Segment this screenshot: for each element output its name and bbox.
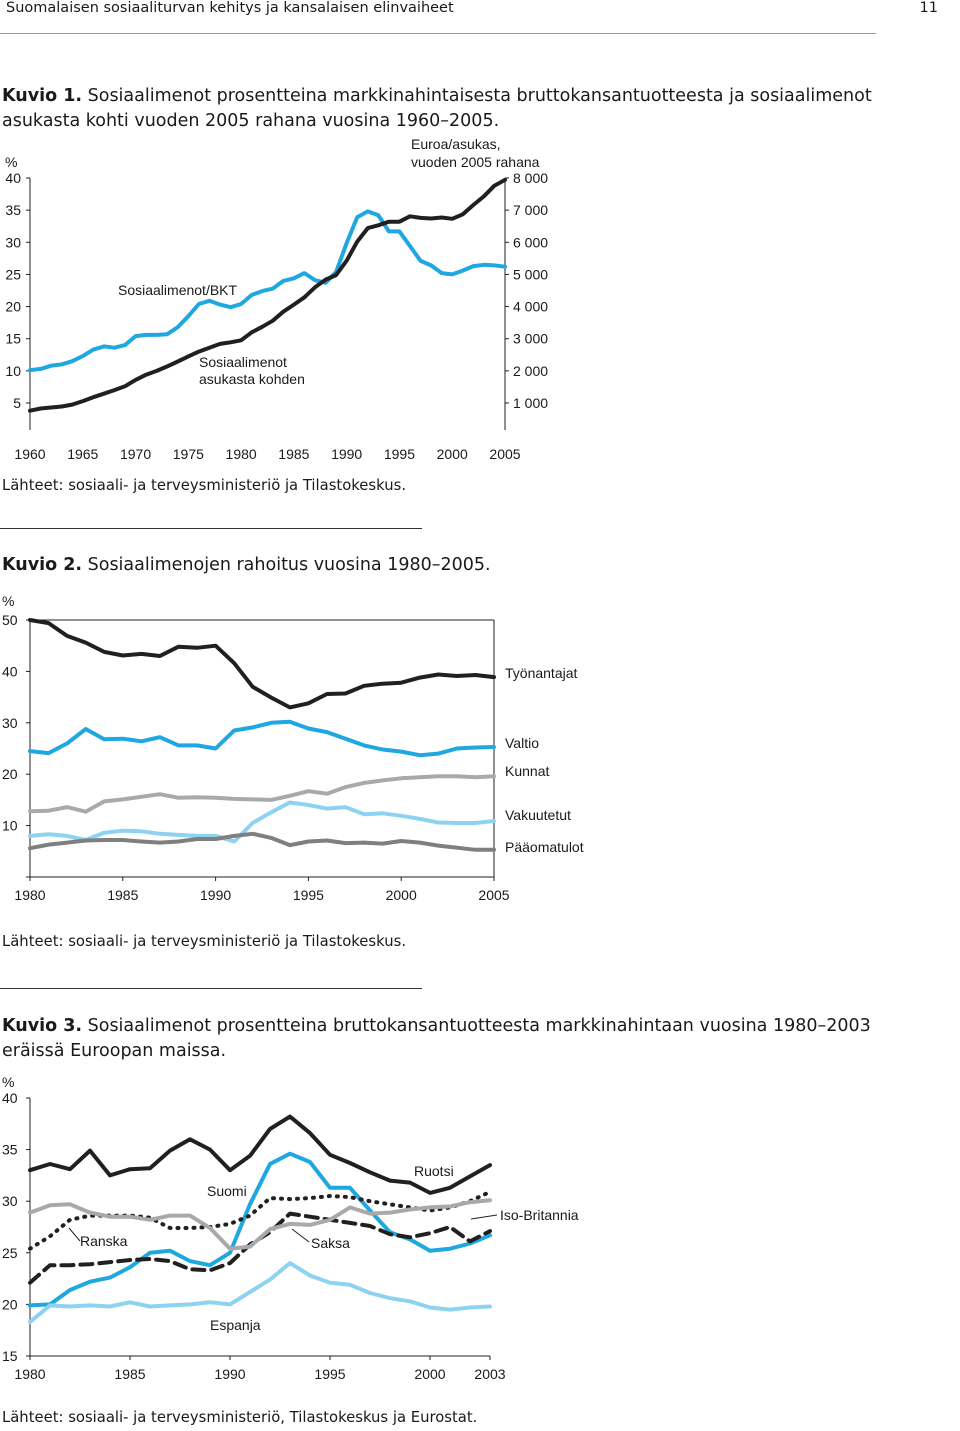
chart-3-ytick-label: 20 [2, 1296, 18, 1313]
page-number: 11 [919, 0, 938, 16]
chart-1-y2tick-label: 2 000 [513, 362, 549, 379]
chart-1-ytick-label: 30 [5, 234, 21, 251]
chart-3-label-espanja: Espanja [210, 1317, 261, 1333]
chart-1-y2tick-label: 6 000 [513, 234, 549, 251]
figure-1-label: Kuvio 1. [2, 86, 83, 106]
chart-3-ylabel: % [2, 1074, 15, 1090]
figure-1-caption [2, 84, 902, 134]
chart-1-y2label-line2: vuoden 2005 rahana [411, 154, 540, 170]
figure-3-caption [2, 1014, 902, 1064]
figure-3-caption-text: Sosiaalimenot prosentteina bruttokansantuotteesta markkinahintaan vuosina 1980–2003 eräissä Euroopan maissa. [2, 1016, 871, 1061]
chart-1-xtick-label: 1975 [172, 446, 204, 462]
chart-3-xtick-label: 1985 [114, 1366, 146, 1382]
chart-3-xtick-label: 2003 [474, 1366, 506, 1382]
chart-3-ytick-label: 30 [2, 1193, 18, 1210]
figure-3-source: Lähteet: sosiaali- ja terveysministeriö, Tilastokeskus ja Eurostat. [2, 1409, 478, 1426]
chart-3-ytick-label: 25 [2, 1244, 18, 1261]
chart-1-xtick-label: 1995 [383, 446, 416, 462]
chart-1-label-asukas-line1: Sosiaalimenot [199, 354, 287, 370]
figure-1-source: Lähteet: sosiaali- ja terveysministeriö ja Tilastokeskus. [2, 477, 407, 494]
figure-separator-1 [0, 528, 422, 529]
chart-1-ytick-label: 25 [5, 266, 21, 283]
chart-1-ytick-label: 10 [5, 362, 21, 379]
chart-1-y2tick-label: 5 000 [513, 266, 549, 283]
chart-3-ytick-label: 35 [2, 1141, 18, 1158]
chart-2-xtick-label: 1995 [292, 887, 324, 903]
chart-2-label-vakuutetut: Vakuutetut [505, 807, 571, 823]
chart-3-leader-saksa [292, 1229, 309, 1242]
chart-2-ytick-label: 10 [2, 817, 18, 834]
chart-3-xtick-label: 1995 [314, 1366, 346, 1382]
chart-1-y2tick-label: 4 000 [513, 298, 549, 315]
chart-1-xtick-label: 2000 [436, 446, 468, 462]
chart-3-leader-ranska [69, 1228, 80, 1241]
chart-1-ytick-label: 20 [5, 298, 21, 315]
chart-1-y2tick-label: 8 000 [513, 170, 549, 186]
chart-3-label-suomi: Suomi [207, 1183, 247, 1199]
chart-2-ylabel: % [2, 593, 15, 609]
figure-2-caption [2, 553, 902, 578]
chart-2-ytick-label: 50 [2, 612, 18, 628]
chart-2-series-tyonantajat [30, 620, 494, 707]
chart-1-xtick-label: 1990 [331, 446, 363, 462]
chart-1-xtick-label: 1980 [225, 446, 257, 462]
chart-3-label-ruotsi: Ruotsi [414, 1163, 454, 1179]
chart-2-label-kunnat: Kunnat [505, 763, 550, 779]
chart-2-xtick-label: 1980 [14, 887, 46, 903]
chart-2-ytick-label: 30 [2, 714, 18, 731]
figure-2-caption-text: Sosiaalimenojen rahoitus vuosina 1980–2005. [82, 555, 491, 575]
chart-2-xtick-label: 1990 [200, 887, 232, 903]
figure-2-label: Kuvio 2. [2, 555, 83, 575]
chart-1-ylabel: % [5, 154, 18, 170]
chart-2-xtick-label: 2005 [478, 887, 510, 903]
chart-2-ytick-label: 20 [2, 766, 18, 783]
chart-2-ytick-label: 40 [2, 663, 18, 680]
chart-2-label-tyonantajat: Työnantajat [505, 665, 578, 681]
chart-2-xtick-label: 2000 [385, 887, 417, 903]
chart-2-series-kunnat [30, 776, 494, 811]
chart-1-series-sosiaalimenot-bkt [30, 211, 505, 370]
chart-2-xtick-label: 1985 [107, 887, 139, 903]
chart-1-ytick-label: 40 [5, 170, 21, 186]
chart-1-ytick-label: 5 [13, 395, 21, 411]
chart-1-y2tick-label: 1 000 [513, 395, 549, 411]
chart-1-y2tick-label: 7 000 [513, 202, 549, 219]
chart-1-y2tick-label: 3 000 [513, 330, 549, 347]
chart-3-leader-iso-britannia [471, 1215, 497, 1219]
chart-2-series-valtio [30, 722, 494, 755]
chart-1-xtick-label: 2005 [489, 446, 521, 462]
chart-2 [0, 590, 960, 920]
header-rule [0, 33, 876, 34]
chart-1-ytick-label: 15 [5, 330, 21, 347]
chart-3-label-saksa: Saksa [311, 1235, 350, 1251]
figure-1-caption-text: Sosiaalimenot prosentteina markkinahintaisesta bruttokansantuotteesta ja sosiaalimenot asukasta kohti vuoden 2005 rahana vuosina 1960–2005. [2, 86, 872, 131]
chart-1 [0, 130, 960, 490]
running-header-title: Suomalaisen sosiaaliturvan kehitys ja kansalaisen elinvaiheet [6, 0, 454, 16]
chart-1-xtick-label: 1985 [278, 446, 310, 462]
chart-1-label-bkt: Sosiaalimenot/BKT [118, 282, 238, 298]
chart-3-xtick-label: 1980 [14, 1366, 46, 1382]
chart-2-label-valtio: Valtio [505, 735, 539, 751]
figure-3-label: Kuvio 3. [2, 1016, 83, 1036]
chart-3-series-espanja [30, 1263, 490, 1322]
figure-separator-2 [0, 988, 422, 989]
chart-1-xtick-label: 1970 [119, 446, 152, 462]
chart-3 [0, 1070, 960, 1390]
chart-1-xtick-label: 1960 [14, 446, 46, 462]
chart-1-y2label-line1: Euroa/asukas, [411, 136, 501, 152]
chart-2-label-paaomatulot: Pääomatulot [505, 839, 584, 855]
figure-2-source: Lähteet: sosiaali- ja terveysministeriö ja Tilastokeskus. [2, 933, 407, 950]
chart-3-label-ranska: Ranska [80, 1233, 128, 1249]
chart-1-xtick-label: 1965 [67, 446, 99, 462]
chart-3-label-iso-britannia: Iso-Britannia [500, 1207, 579, 1223]
chart-1-label-asukas-line2: asukasta kohden [199, 371, 305, 387]
chart-1-ytick-label: 35 [5, 202, 21, 219]
chart-3-xtick-label: 2000 [414, 1366, 446, 1382]
chart-3-ytick-label: 40 [2, 1090, 18, 1106]
chart-3-xtick-label: 1990 [214, 1366, 246, 1382]
chart-3-ytick-label: 15 [2, 1348, 18, 1364]
